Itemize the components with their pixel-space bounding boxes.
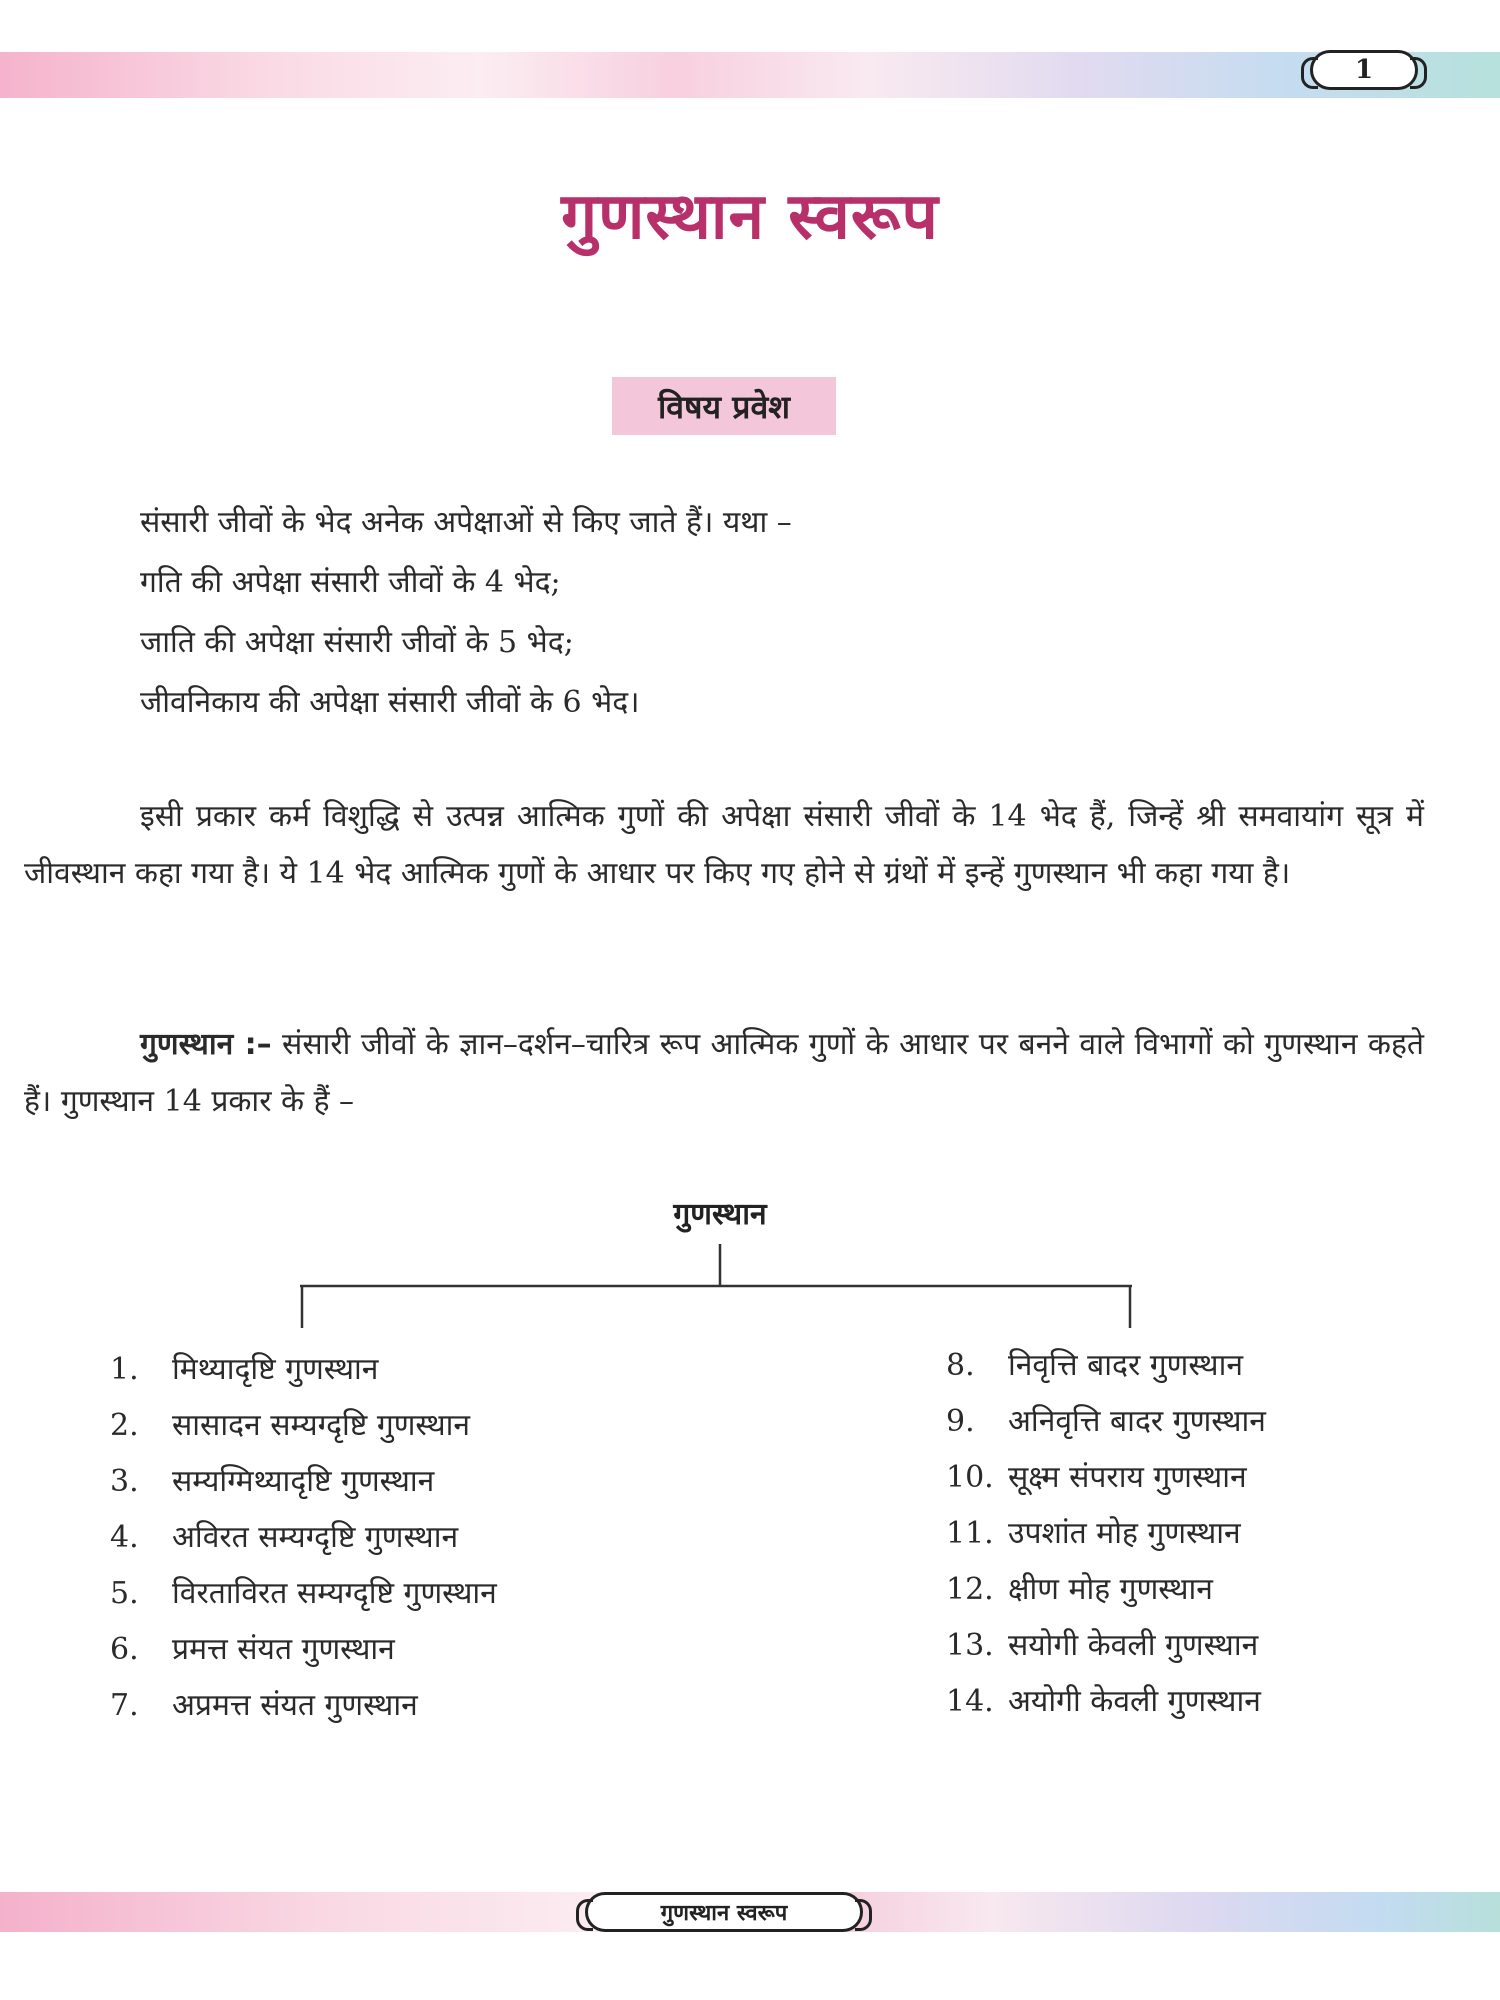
section-heading: विषय प्रवेश [612, 377, 836, 435]
intro-line: जाति की अपेक्षा संसारी जीवों के 5 भेद; [140, 625, 574, 660]
intro-line: गति की अपेक्षा संसारी जीवों के 4 भेद; [140, 565, 561, 600]
tree-connector-lines [0, 1244, 1500, 1334]
page-number: 1 [1354, 55, 1374, 85]
right-list [946, 1338, 1266, 1730]
list-item: 11. उपशांत मोह गुणस्थान [946, 1516, 1241, 1551]
list-item: 1. मिथ्यादृष्टि गुणस्थान [110, 1352, 379, 1387]
paragraph-jivasthana: इसी प्रकार कर्म विशुद्धि से उत्पन्न आत्मिक गुणों की अपेक्षा संसारी जीवों के 14 भेद हैं, जिन्हें श्री समवायांग सूत्र में जीवस्थान कहा गया है। ये 14 भेद आत्मिक गुणों के आधार पर किए गए होने से ग्रंथों में इन्हें गुणस्थान भी कहा गया है। [24, 799, 1424, 891]
definition-term: गुणस्थान :– [140, 1027, 272, 1062]
page-title: गुणस्थान स्वरूप [561, 180, 939, 254]
intro-line: जीवनिकाय की अपेक्षा संसारी जीवों के 6 भेद। [140, 685, 640, 720]
list-item: 4. अविरत सम्यग्दृष्टि गुणस्थान [110, 1520, 459, 1555]
footer-title-text: गुणस्थान स्वरूप [660, 1901, 788, 1926]
page-number-badge [1310, 50, 1418, 90]
list-item: 3. सम्यग्मिथ्यादृष्टि गुणस्थान [110, 1464, 435, 1499]
list-item: 12. क्षीण मोह गुणस्थान [946, 1572, 1213, 1607]
list-item: 5. विरताविरत सम्यग्दृष्टि गुणस्थान [110, 1576, 497, 1611]
definition-paragraph [24, 1016, 1424, 1130]
list-item: 8. निवृत्ति बादर गुणस्थान [946, 1348, 1244, 1383]
tree-root-label: गुणस्थान [673, 1197, 767, 1232]
list-item: 6. प्रमत्त संयत गुणस्थान [110, 1632, 395, 1667]
intro-line: संसारी जीवों के भेद अनेक अपेक्षाओं से किए जाते हैं। यथा – [140, 505, 792, 540]
definition-text: संसारी जीवों के ज्ञान–दर्शन–चारित्र रूप आत्मिक गुणों के आधार पर बनने वाले विभागों को गुणस्थान कहते हैं। गुणस्थान 14 प्रकार के हैं – [24, 1027, 1424, 1119]
list-item: 9. अनिवृत्ति बादर गुणस्थान [946, 1404, 1266, 1439]
list-item: 14. अयोगी केवली गुणस्थान [946, 1684, 1261, 1719]
footer-running-title [585, 1892, 863, 1932]
list-item: 2. सासादन सम्यग्दृष्टि गुणस्थान [110, 1408, 471, 1443]
list-item: 7. अप्रमत्त संयत गुणस्थान [110, 1688, 418, 1723]
header-decorative-band [0, 52, 1500, 98]
list-item: 13. सयोगी केवली गुणस्थान [946, 1628, 1259, 1663]
list-item: 10. सूक्ष्म संपराय गुणस्थान [946, 1460, 1247, 1495]
left-list [110, 1342, 497, 1734]
